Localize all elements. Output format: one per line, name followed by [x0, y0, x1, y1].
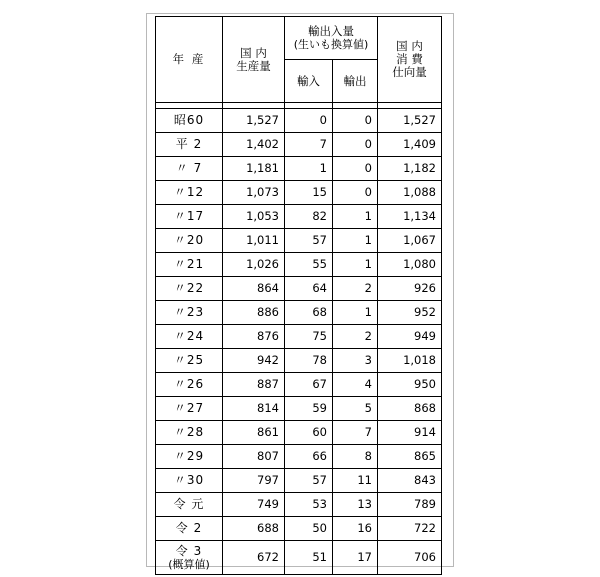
year-cell: 〃27: [156, 397, 223, 421]
header-trade-line2: (生いも換算値): [293, 38, 369, 51]
year-latest-line1: 令 3: [175, 543, 203, 558]
import-cell: 51: [285, 541, 333, 575]
table-row: [156, 205, 442, 229]
table-row: [156, 517, 442, 541]
production-cell: 797: [223, 469, 285, 493]
table-row: [156, 469, 442, 493]
table-row: [156, 109, 442, 133]
import-cell: 66: [285, 445, 333, 469]
year-cell: 〃21: [156, 253, 223, 277]
production-cell: 749: [223, 493, 285, 517]
production-cell: 942: [223, 349, 285, 373]
table-row-latest: [156, 541, 442, 575]
export-cell: 17: [333, 541, 378, 575]
year-cell: 〃23: [156, 301, 223, 325]
sweet-potato-supply-table: [155, 16, 442, 575]
year-cell: 〃17: [156, 205, 223, 229]
header-trade-line1: 輸出入量: [308, 24, 354, 38]
consumption-cell: 865: [378, 445, 442, 469]
export-cell: 13: [333, 493, 378, 517]
table-row: [156, 493, 442, 517]
production-cell: 876: [223, 325, 285, 349]
header-domestic-consumption: [378, 17, 442, 103]
export-cell: 1: [333, 205, 378, 229]
import-cell: 0: [285, 109, 333, 133]
table-row: [156, 445, 442, 469]
table-row: [156, 133, 442, 157]
header-consumption-line2: 消 費: [396, 52, 423, 66]
export-cell: 2: [333, 325, 378, 349]
production-cell: 1,181: [223, 157, 285, 181]
table-row: [156, 157, 442, 181]
import-cell: 50: [285, 517, 333, 541]
import-cell: 75: [285, 325, 333, 349]
export-cell: 4: [333, 373, 378, 397]
year-cell: 平 2: [156, 133, 223, 157]
consumption-cell: 1,080: [378, 253, 442, 277]
import-cell: 15: [285, 181, 333, 205]
header-import: 輸入: [285, 60, 333, 103]
production-cell: 1,402: [223, 133, 285, 157]
year-cell: 〃 7: [156, 157, 223, 181]
table-row: [156, 181, 442, 205]
year-cell-latest: [156, 541, 223, 575]
year-cell: 〃24: [156, 325, 223, 349]
import-cell: 78: [285, 349, 333, 373]
table-row: [156, 277, 442, 301]
header-trade-volume: [285, 17, 378, 60]
export-cell: 8: [333, 445, 378, 469]
import-cell: 64: [285, 277, 333, 301]
header-year: 年 産: [156, 17, 223, 103]
export-cell: 1: [333, 229, 378, 253]
header-domestic-production: [223, 17, 285, 103]
table-row: [156, 301, 442, 325]
import-cell: 68: [285, 301, 333, 325]
export-cell: 16: [333, 517, 378, 541]
import-cell: 67: [285, 373, 333, 397]
year-cell: 昭60: [156, 109, 223, 133]
export-cell: 3: [333, 349, 378, 373]
consumption-cell: 843: [378, 469, 442, 493]
consumption-cell: 952: [378, 301, 442, 325]
table-row: [156, 421, 442, 445]
year-cell: 〃20: [156, 229, 223, 253]
import-cell: 82: [285, 205, 333, 229]
import-cell: 59: [285, 397, 333, 421]
consumption-cell: 1,527: [378, 109, 442, 133]
import-cell: 60: [285, 421, 333, 445]
table-row: [156, 253, 442, 277]
consumption-cell: 926: [378, 277, 442, 301]
production-cell: 672: [223, 541, 285, 575]
header-domestic-production-line2: 生産量: [236, 58, 271, 73]
year-cell: 〃12: [156, 181, 223, 205]
table-row: [156, 397, 442, 421]
export-cell: 2: [333, 277, 378, 301]
export-cell: 7: [333, 421, 378, 445]
production-cell: 1,026: [223, 253, 285, 277]
import-cell: 53: [285, 493, 333, 517]
production-cell: 688: [223, 517, 285, 541]
table-row: [156, 373, 442, 397]
production-cell: 864: [223, 277, 285, 301]
consumption-cell: 1,409: [378, 133, 442, 157]
production-cell: 861: [223, 421, 285, 445]
consumption-cell: 1,134: [378, 205, 442, 229]
header-consumption-line3: 仕向量: [392, 65, 427, 79]
consumption-cell: 949: [378, 325, 442, 349]
consumption-cell: 1,067: [378, 229, 442, 253]
year-cell: 〃25: [156, 349, 223, 373]
year-cell: 令 2: [156, 517, 223, 541]
export-cell: 11: [333, 469, 378, 493]
header-domestic-production-line1: 国 内: [240, 45, 267, 60]
table-row: [156, 325, 442, 349]
production-cell: 1,527: [223, 109, 285, 133]
export-cell: 0: [333, 181, 378, 205]
export-cell: 5: [333, 397, 378, 421]
year-cell: 〃30: [156, 469, 223, 493]
consumption-cell: 706: [378, 541, 442, 575]
year-cell: 令 元: [156, 493, 223, 517]
header-export: 輸出: [333, 60, 378, 103]
production-cell: 886: [223, 301, 285, 325]
export-cell: 0: [333, 157, 378, 181]
export-cell: 0: [333, 133, 378, 157]
consumption-cell: 1,088: [378, 181, 442, 205]
production-cell: 1,011: [223, 229, 285, 253]
consumption-cell: 722: [378, 517, 442, 541]
consumption-cell: 789: [378, 493, 442, 517]
export-cell: 1: [333, 301, 378, 325]
import-cell: 57: [285, 229, 333, 253]
consumption-cell: 950: [378, 373, 442, 397]
consumption-cell: 868: [378, 397, 442, 421]
production-cell: 887: [223, 373, 285, 397]
production-cell: 1,073: [223, 181, 285, 205]
consumption-cell: 914: [378, 421, 442, 445]
year-cell: 〃22: [156, 277, 223, 301]
export-cell: 1: [333, 253, 378, 277]
header-consumption-line1: 国 内: [396, 39, 423, 53]
table-row: [156, 229, 442, 253]
export-cell: 0: [333, 109, 378, 133]
import-cell: 7: [285, 133, 333, 157]
import-cell: 57: [285, 469, 333, 493]
year-cell: 〃28: [156, 421, 223, 445]
production-cell: 1,053: [223, 205, 285, 229]
year-cell: 〃26: [156, 373, 223, 397]
import-cell: 1: [285, 157, 333, 181]
production-cell: 807: [223, 445, 285, 469]
year-cell: 〃29: [156, 445, 223, 469]
year-latest-line2: (概算値): [168, 557, 210, 571]
table-row: [156, 349, 442, 373]
consumption-cell: 1,018: [378, 349, 442, 373]
import-cell: 55: [285, 253, 333, 277]
consumption-cell: 1,182: [378, 157, 442, 181]
production-cell: 814: [223, 397, 285, 421]
